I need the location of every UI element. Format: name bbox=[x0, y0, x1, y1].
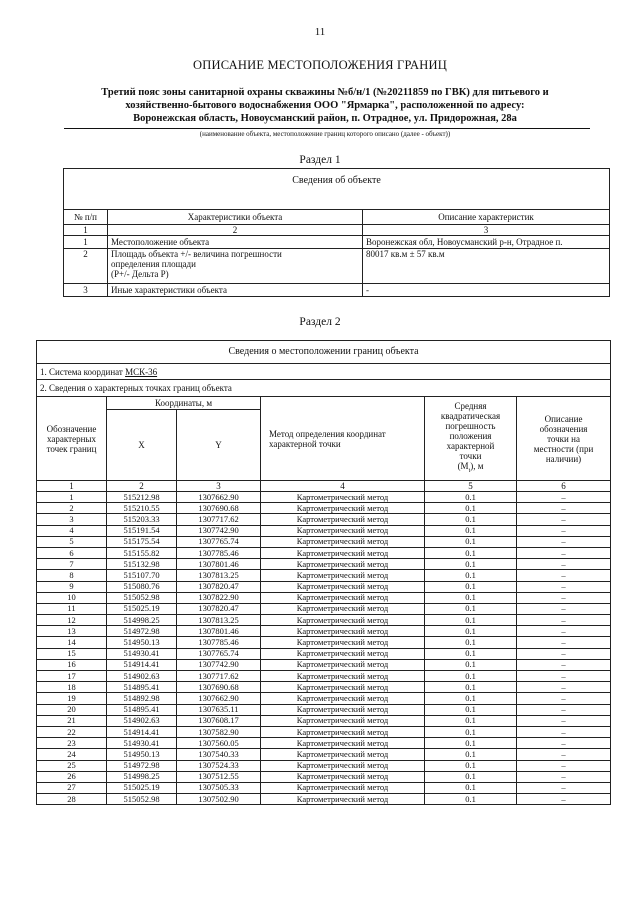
marking: – bbox=[517, 782, 611, 793]
marking: – bbox=[517, 682, 611, 693]
coord-y: 1307662.90 bbox=[177, 693, 261, 704]
accuracy: 0.1 bbox=[425, 603, 517, 614]
marking: – bbox=[517, 760, 611, 771]
table-row bbox=[37, 648, 611, 659]
coord-x: 515210.55 bbox=[107, 503, 177, 514]
point-id: 19 bbox=[37, 693, 107, 704]
method: Картометрический метод bbox=[261, 626, 425, 637]
object-line-2: хозяйственно-бытового водоснабжения ООО "Ярмарка", расположенной по адресу: bbox=[125, 100, 525, 111]
section1-title: Раздел 1 bbox=[299, 154, 341, 166]
section1-spacer bbox=[64, 193, 610, 210]
coord-x: 514902.63 bbox=[107, 671, 177, 682]
header-line: Обозначение bbox=[46, 423, 97, 434]
accuracy: 0.1 bbox=[425, 514, 517, 525]
coord-x: 515132.98 bbox=[107, 559, 177, 570]
method: Картометрический метод bbox=[261, 492, 425, 503]
table-row bbox=[37, 525, 611, 536]
point-id: 21 bbox=[37, 715, 107, 726]
table-row bbox=[37, 794, 611, 805]
marking: – bbox=[517, 503, 611, 514]
point-id: 1 bbox=[37, 492, 107, 503]
description-cell: - bbox=[363, 284, 610, 297]
coord-x: 515052.98 bbox=[107, 592, 177, 603]
index-cell: 1 bbox=[37, 481, 107, 492]
marking: – bbox=[517, 671, 611, 682]
coord-y: 1307608.17 bbox=[177, 715, 261, 726]
row-number: 3 bbox=[64, 284, 108, 297]
row-number: 2 bbox=[64, 249, 108, 284]
accuracy: 0.1 bbox=[425, 771, 517, 782]
point-id: 15 bbox=[37, 648, 107, 659]
col-x-header: X bbox=[107, 410, 177, 481]
table-row bbox=[37, 693, 611, 704]
method: Картометрический метод bbox=[261, 592, 425, 603]
coord-x: 514950.13 bbox=[107, 637, 177, 648]
accuracy: 0.1 bbox=[425, 570, 517, 581]
coord-y: 1307582.90 bbox=[177, 726, 261, 737]
coord-x: 515025.19 bbox=[107, 782, 177, 793]
table-row bbox=[37, 715, 611, 726]
coord-x: 514972.98 bbox=[107, 760, 177, 771]
table-row bbox=[37, 738, 611, 749]
marking: – bbox=[517, 525, 611, 536]
description-cell: 80017 кв.м ± 57 кв.м bbox=[363, 249, 610, 284]
table-row bbox=[37, 492, 611, 503]
table-row bbox=[37, 671, 611, 682]
method: Картометрический метод bbox=[261, 637, 425, 648]
points-body bbox=[37, 492, 611, 805]
coord-y: 1307813.25 bbox=[177, 615, 261, 626]
table-row bbox=[37, 637, 611, 648]
point-id: 6 bbox=[37, 547, 107, 558]
marking: – bbox=[517, 603, 611, 614]
header-line: положения bbox=[449, 431, 492, 442]
col-coordinates-header: Координаты, м bbox=[107, 397, 261, 410]
coord-x: 514895.41 bbox=[107, 682, 177, 693]
coord-y: 1307524.33 bbox=[177, 760, 261, 771]
point-id: 18 bbox=[37, 682, 107, 693]
table-row bbox=[37, 682, 611, 693]
point-id: 13 bbox=[37, 626, 107, 637]
method: Картометрический метод bbox=[261, 693, 425, 704]
coord-x: 515175.54 bbox=[107, 536, 177, 547]
object-description bbox=[60, 86, 590, 125]
method: Картометрический метод bbox=[261, 581, 425, 592]
coord-y: 1307801.46 bbox=[177, 559, 261, 570]
characteristic-line: Площадь объекта +/- величина погрешности bbox=[111, 249, 282, 259]
coord-x: 515025.19 bbox=[107, 603, 177, 614]
section1-header-row bbox=[64, 169, 610, 194]
table-row bbox=[64, 284, 610, 297]
index-cell: 1 bbox=[64, 225, 108, 236]
section1-header: Сведения об объекте bbox=[64, 169, 610, 194]
method: Картометрический метод bbox=[261, 682, 425, 693]
coord-y: 1307785.46 bbox=[177, 637, 261, 648]
coord-y: 1307822.90 bbox=[177, 592, 261, 603]
section2-title: Раздел 2 bbox=[299, 316, 341, 328]
index-cell: 4 bbox=[261, 481, 425, 492]
header-line: Средняя bbox=[454, 401, 487, 412]
document-title: ОПИСАНИЕ МЕСТОПОЛОЖЕНИЯ ГРАНИЦ bbox=[193, 58, 447, 72]
header-line: Метод определения координат bbox=[269, 428, 386, 439]
coord-x: 514902.63 bbox=[107, 715, 177, 726]
accuracy: 0.1 bbox=[425, 738, 517, 749]
coord-y: 1307505.33 bbox=[177, 782, 261, 793]
accuracy: 0.1 bbox=[425, 503, 517, 514]
index-cell: 3 bbox=[363, 225, 610, 236]
header-line: точки bbox=[459, 451, 482, 462]
coord-x: 514930.41 bbox=[107, 738, 177, 749]
coord-y: 1307765.74 bbox=[177, 648, 261, 659]
point-id: 20 bbox=[37, 704, 107, 715]
point-id: 23 bbox=[37, 738, 107, 749]
section2-header-row bbox=[37, 341, 611, 364]
coord-y: 1307801.46 bbox=[177, 626, 261, 637]
header-line: квадратическая bbox=[440, 411, 501, 422]
method: Картометрический метод bbox=[261, 503, 425, 514]
accuracy: 0.1 bbox=[425, 581, 517, 592]
accuracy: 0.1 bbox=[425, 648, 517, 659]
accuracy-subscript: t bbox=[468, 467, 471, 474]
point-id: 28 bbox=[37, 794, 107, 805]
index-cell: 2 bbox=[108, 225, 363, 236]
table-row bbox=[37, 704, 611, 715]
col-y-header: Y bbox=[177, 410, 261, 481]
points-label-row bbox=[37, 380, 611, 397]
method: Картометрический метод bbox=[261, 547, 425, 558]
method: Картометрический метод bbox=[261, 514, 425, 525]
method: Картометрический метод bbox=[261, 704, 425, 715]
characteristic-line: (Р+/- Дельта Р) bbox=[111, 269, 169, 279]
coord-x: 514914.41 bbox=[107, 726, 177, 737]
header-line: обозначения bbox=[539, 423, 588, 434]
method: Картометрический метод bbox=[261, 536, 425, 547]
method: Картометрический метод bbox=[261, 659, 425, 670]
method: Картометрический метод bbox=[261, 738, 425, 749]
marking: – bbox=[517, 726, 611, 737]
table-row bbox=[37, 726, 611, 737]
table-row bbox=[64, 249, 610, 284]
coord-x: 515107.70 bbox=[107, 570, 177, 581]
point-id: 22 bbox=[37, 726, 107, 737]
section1-index-row bbox=[64, 225, 610, 236]
page-number: 11 bbox=[314, 26, 326, 38]
coord-y: 1307742.90 bbox=[177, 659, 261, 670]
coord-x: 514892.98 bbox=[107, 693, 177, 704]
accuracy: 0.1 bbox=[425, 559, 517, 570]
method: Картометрический метод bbox=[261, 749, 425, 760]
point-id: 16 bbox=[37, 659, 107, 670]
coord-y: 1307512.55 bbox=[177, 771, 261, 782]
point-id: 14 bbox=[37, 637, 107, 648]
col-accuracy-header bbox=[425, 397, 517, 481]
characteristic-cell: Местоположение объекта bbox=[108, 236, 363, 249]
object-info-table bbox=[63, 168, 610, 297]
coordinate-system bbox=[37, 364, 611, 380]
table-row bbox=[37, 615, 611, 626]
header-line: характерной bbox=[446, 441, 495, 452]
accuracy: 0.1 bbox=[425, 659, 517, 670]
col-characteristic-header: Характеристики объекта bbox=[108, 210, 363, 225]
header-line: местности (при bbox=[533, 443, 594, 454]
method: Картометрический метод bbox=[261, 726, 425, 737]
coord-x: 514972.98 bbox=[107, 626, 177, 637]
method: Картометрический метод bbox=[261, 603, 425, 614]
accuracy: 0.1 bbox=[425, 715, 517, 726]
coord-y: 1307560.05 bbox=[177, 738, 261, 749]
marking: – bbox=[517, 559, 611, 570]
table-row bbox=[37, 771, 611, 782]
characteristic-cell bbox=[108, 249, 363, 284]
table-row bbox=[37, 760, 611, 771]
marking: – bbox=[517, 771, 611, 782]
point-id: 26 bbox=[37, 771, 107, 782]
marking: – bbox=[517, 514, 611, 525]
coordinate-system-label: 1. Система координат bbox=[40, 366, 126, 377]
table-row bbox=[37, 570, 611, 581]
coord-x: 515191.54 bbox=[107, 525, 177, 536]
point-id: 25 bbox=[37, 760, 107, 771]
method: Картометрический метод bbox=[261, 782, 425, 793]
coord-x: 514914.41 bbox=[107, 659, 177, 670]
object-hint: (наименование объекта, местоположение границ которого описано (далее - объект)) bbox=[199, 130, 451, 138]
point-id: 7 bbox=[37, 559, 107, 570]
object-line-1: Третий пояс зоны санитарной охраны скважины №б/н/1 (№20211859 по ГВК) для питьевого и bbox=[101, 87, 549, 98]
col-designation-header bbox=[37, 397, 107, 481]
coord-y: 1307820.47 bbox=[177, 603, 261, 614]
point-id: 5 bbox=[37, 536, 107, 547]
header-line: характерной точки bbox=[269, 438, 341, 449]
coord-y: 1307742.90 bbox=[177, 525, 261, 536]
row-number: 1 bbox=[64, 236, 108, 249]
marking: – bbox=[517, 704, 611, 715]
col-marking-header bbox=[517, 397, 611, 481]
coord-x: 515212.98 bbox=[107, 492, 177, 503]
table-row bbox=[37, 547, 611, 558]
method: Картометрический метод bbox=[261, 648, 425, 659]
header-line: точек границ bbox=[46, 443, 97, 454]
col-description-header: Описание характеристик bbox=[363, 210, 610, 225]
coord-x: 515203.33 bbox=[107, 514, 177, 525]
section2-header: Сведения о местоположении границ объекта bbox=[37, 341, 611, 364]
accuracy: 0.1 bbox=[425, 794, 517, 805]
col-method-header bbox=[261, 397, 425, 481]
marking: – bbox=[517, 648, 611, 659]
point-id: 24 bbox=[37, 749, 107, 760]
object-line-3: Воронежская область, Новоусманский район, п. Отрадное, ул. Придорожная, 28а bbox=[133, 113, 517, 124]
table-row bbox=[37, 782, 611, 793]
accuracy: 0.1 bbox=[425, 592, 517, 603]
point-id: 4 bbox=[37, 525, 107, 536]
accuracy: 0.1 bbox=[425, 547, 517, 558]
marking: – bbox=[517, 592, 611, 603]
table-row bbox=[37, 559, 611, 570]
table-row bbox=[64, 236, 610, 249]
accuracy: 0.1 bbox=[425, 671, 517, 682]
characteristic-cell: Иные характеристики объекта bbox=[108, 284, 363, 297]
accuracy: 0.1 bbox=[425, 726, 517, 737]
coord-y: 1307662.90 bbox=[177, 492, 261, 503]
header-line: наличии) bbox=[545, 453, 582, 464]
marking: – bbox=[517, 659, 611, 670]
point-id: 27 bbox=[37, 782, 107, 793]
coord-y: 1307717.62 bbox=[177, 514, 261, 525]
characteristic-line: определения площади bbox=[111, 259, 196, 269]
coord-x: 514998.25 bbox=[107, 771, 177, 782]
coord-x: 515052.98 bbox=[107, 794, 177, 805]
marking: – bbox=[517, 626, 611, 637]
points-header-row bbox=[37, 397, 611, 410]
coordinate-system-value: МСК-36 bbox=[125, 366, 158, 377]
method: Картометрический метод bbox=[261, 559, 425, 570]
coord-y: 1307540.33 bbox=[177, 749, 261, 760]
marking: – bbox=[517, 637, 611, 648]
method: Картометрический метод bbox=[261, 525, 425, 536]
coord-y: 1307765.74 bbox=[177, 536, 261, 547]
marking: – bbox=[517, 615, 611, 626]
index-cell: 3 bbox=[177, 481, 261, 492]
header-line: точки на bbox=[547, 433, 580, 444]
description-cell: Воронежская обл, Новоусманский р-н, Отрадное п. bbox=[363, 236, 610, 249]
coord-y: 1307690.68 bbox=[177, 503, 261, 514]
marking: – bbox=[517, 581, 611, 592]
point-id: 10 bbox=[37, 592, 107, 603]
coord-x: 515155.82 bbox=[107, 547, 177, 558]
method: Картометрический метод bbox=[261, 715, 425, 726]
marking: – bbox=[517, 749, 611, 760]
accuracy: 0.1 bbox=[425, 536, 517, 547]
header-line: Описание bbox=[544, 413, 583, 424]
coord-x: 514930.41 bbox=[107, 648, 177, 659]
coord-y: 1307813.25 bbox=[177, 570, 261, 581]
accuracy-symbol: (M bbox=[457, 461, 469, 472]
point-id: 11 bbox=[37, 603, 107, 614]
method: Картометрический метод bbox=[261, 760, 425, 771]
coord-x: 514895.41 bbox=[107, 704, 177, 715]
index-cell: 5 bbox=[425, 481, 517, 492]
table-row bbox=[37, 592, 611, 603]
method: Картометрический метод bbox=[261, 794, 425, 805]
point-id: 12 bbox=[37, 615, 107, 626]
accuracy: 0.1 bbox=[425, 492, 517, 503]
table-row bbox=[37, 503, 611, 514]
section1-column-headers bbox=[64, 210, 610, 225]
table-row bbox=[37, 514, 611, 525]
accuracy: 0.1 bbox=[425, 626, 517, 637]
marking: – bbox=[517, 715, 611, 726]
point-id: 17 bbox=[37, 671, 107, 682]
col-number-header: № п/п bbox=[64, 210, 108, 225]
table-row bbox=[37, 626, 611, 637]
accuracy: 0.1 bbox=[425, 704, 517, 715]
index-cell: 6 bbox=[517, 481, 611, 492]
accuracy: 0.1 bbox=[425, 760, 517, 771]
table-row bbox=[37, 536, 611, 547]
point-id: 3 bbox=[37, 514, 107, 525]
marking: – bbox=[517, 570, 611, 581]
table-row bbox=[37, 659, 611, 670]
coord-y: 1307785.46 bbox=[177, 547, 261, 558]
coord-y: 1307690.68 bbox=[177, 682, 261, 693]
coord-y: 1307635.11 bbox=[177, 704, 261, 715]
method: Картометрический метод bbox=[261, 771, 425, 782]
boundary-points-table bbox=[36, 340, 611, 805]
index-cell: 2 bbox=[107, 481, 177, 492]
coordinate-system-row bbox=[37, 364, 611, 380]
coord-y: 1307502.90 bbox=[177, 794, 261, 805]
marking: – bbox=[517, 547, 611, 558]
header-line: погрешность bbox=[445, 421, 496, 432]
coord-x: 515080.76 bbox=[107, 581, 177, 592]
coord-x: 514998.25 bbox=[107, 615, 177, 626]
marking: – bbox=[517, 693, 611, 704]
object-underline bbox=[64, 128, 590, 129]
method: Картометрический метод bbox=[261, 615, 425, 626]
marking: – bbox=[517, 794, 611, 805]
accuracy: 0.1 bbox=[425, 637, 517, 648]
coord-x: 514950.13 bbox=[107, 749, 177, 760]
method: Картометрический метод bbox=[261, 671, 425, 682]
marking: – bbox=[517, 492, 611, 503]
point-id: 8 bbox=[37, 570, 107, 581]
coord-y: 1307820.47 bbox=[177, 581, 261, 592]
marking: – bbox=[517, 738, 611, 749]
coord-y: 1307717.62 bbox=[177, 671, 261, 682]
accuracy: 0.1 bbox=[425, 615, 517, 626]
marking: – bbox=[517, 536, 611, 547]
section1-spacer-row bbox=[64, 193, 610, 210]
table-row bbox=[37, 581, 611, 592]
point-id: 9 bbox=[37, 581, 107, 592]
header-line bbox=[428, 461, 513, 476]
header-line: характерных bbox=[47, 433, 96, 444]
points-label: 2. Сведения о характерных точках границ объекта bbox=[37, 380, 611, 397]
accuracy: 0.1 bbox=[425, 682, 517, 693]
table-row bbox=[37, 749, 611, 760]
section2-index-row bbox=[37, 481, 611, 492]
table-row bbox=[37, 603, 611, 614]
accuracy: 0.1 bbox=[425, 782, 517, 793]
accuracy: 0.1 bbox=[425, 749, 517, 760]
point-id: 2 bbox=[37, 503, 107, 514]
accuracy: 0.1 bbox=[425, 693, 517, 704]
accuracy-unit: ), м bbox=[470, 461, 484, 472]
method: Картометрический метод bbox=[261, 570, 425, 581]
accuracy: 0.1 bbox=[425, 525, 517, 536]
